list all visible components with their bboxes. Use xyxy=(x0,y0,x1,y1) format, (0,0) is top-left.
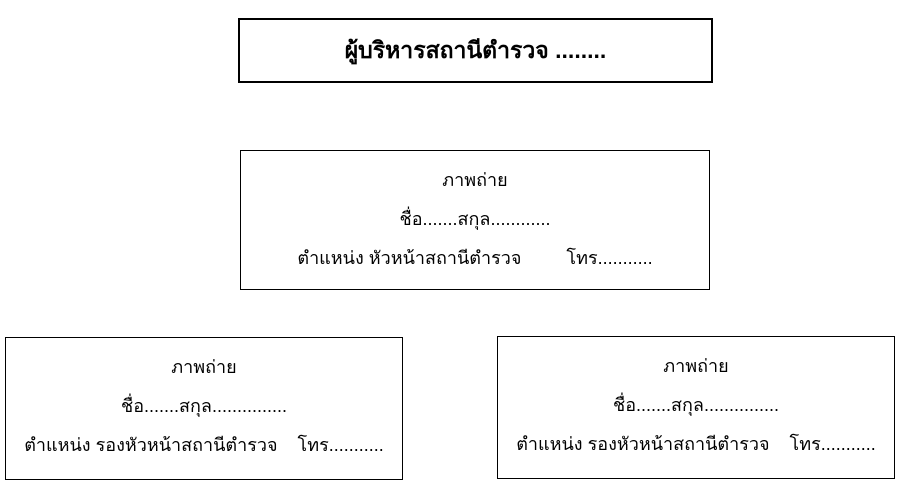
deputy-left-photo-box xyxy=(5,337,403,480)
deputy-right-photo-box xyxy=(497,336,895,479)
deputy-left-name-line: ชื่อ.......สกุล............... xyxy=(121,396,287,416)
chief-name-line: ชื่อ.......สกุล............ xyxy=(399,209,551,229)
deputy-right-name-line: ชื่อ.......สกุล............... xyxy=(613,395,779,415)
chief-photo-box xyxy=(240,150,710,290)
chief-position-line: ตำแหน่ง หัวหน้าสถานีตำรวจ โทร........... xyxy=(297,248,653,268)
page-title: ผู้บริหารสถานีตำรวจ ........ xyxy=(344,36,607,63)
deputy-right-position-line: ตำแหน่ง รองหัวหน้าสถานีตำรวจ โทร........... xyxy=(516,434,876,454)
chief-photo-label: ภาพถ่าย xyxy=(442,170,508,190)
title-box xyxy=(238,18,713,83)
deputy-left-position-line: ตำแหน่ง รองหัวหน้าสถานีตำรวจ โทร........... xyxy=(24,435,384,455)
deputy-right-photo-label: ภาพถ่าย xyxy=(663,356,729,376)
deputy-left-photo-label: ภาพถ่าย xyxy=(171,357,237,377)
